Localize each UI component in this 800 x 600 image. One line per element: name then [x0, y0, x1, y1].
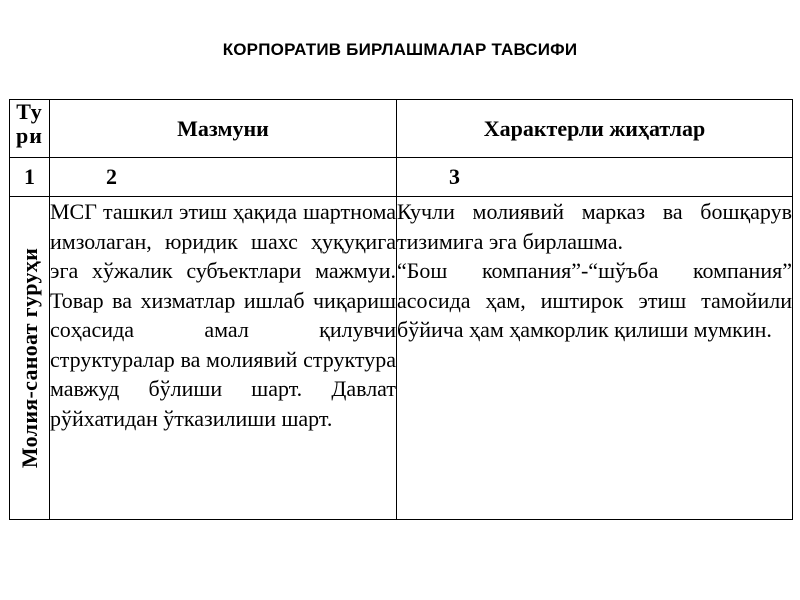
- row-content-text: МСГ ташкил этиш ҳақида шартнома имзолаган, юридик шахс ҳуқуқига эга хўжалик субъектлари мажмуи. Товар ва хизматлар ишлаб чиқариш соҳасида амал қилувчи структуралар ва молиявий структура мавжуд бўлиши шарт. Давлат рўйхатидан ўтказилиши шарт.: [50, 199, 396, 431]
- header-type-cell: [10, 100, 50, 158]
- row-features-paragraph-1: Кучли молиявий марказ ва бошқарув тизимига эга бирлашма.: [397, 199, 792, 254]
- column-number-2: 2: [50, 158, 397, 197]
- row-content-cell: [50, 197, 397, 520]
- table-row: [10, 197, 793, 520]
- header-features-cell: Характерли жиҳатлар: [397, 100, 793, 158]
- column-number-1: 1: [10, 158, 50, 197]
- column-number-3: 3: [397, 158, 793, 197]
- corporate-associations-table: [9, 99, 793, 520]
- header-type-line1: Ту: [16, 99, 43, 124]
- row-features-paragraph-2: “Бош компания”-“шўъба компания” асосида ҳам, иштирок этиш тамойили бўйича ҳам ҳамкорлик қилиши мумкин.: [397, 258, 792, 342]
- table-header-row: [10, 100, 793, 158]
- document-title: КОРПОРАТИВ БИРЛАШМАЛАР ТАВСИФИ: [222, 40, 578, 59]
- row-type-cell: [10, 197, 50, 520]
- header-type-line2: ри: [16, 123, 43, 148]
- header-content-cell: Мазмуни: [50, 100, 397, 158]
- row-type-label: Молия-саноат гуруҳи: [16, 247, 42, 469]
- row-features-cell: [397, 197, 793, 520]
- column-number-row: [10, 158, 793, 197]
